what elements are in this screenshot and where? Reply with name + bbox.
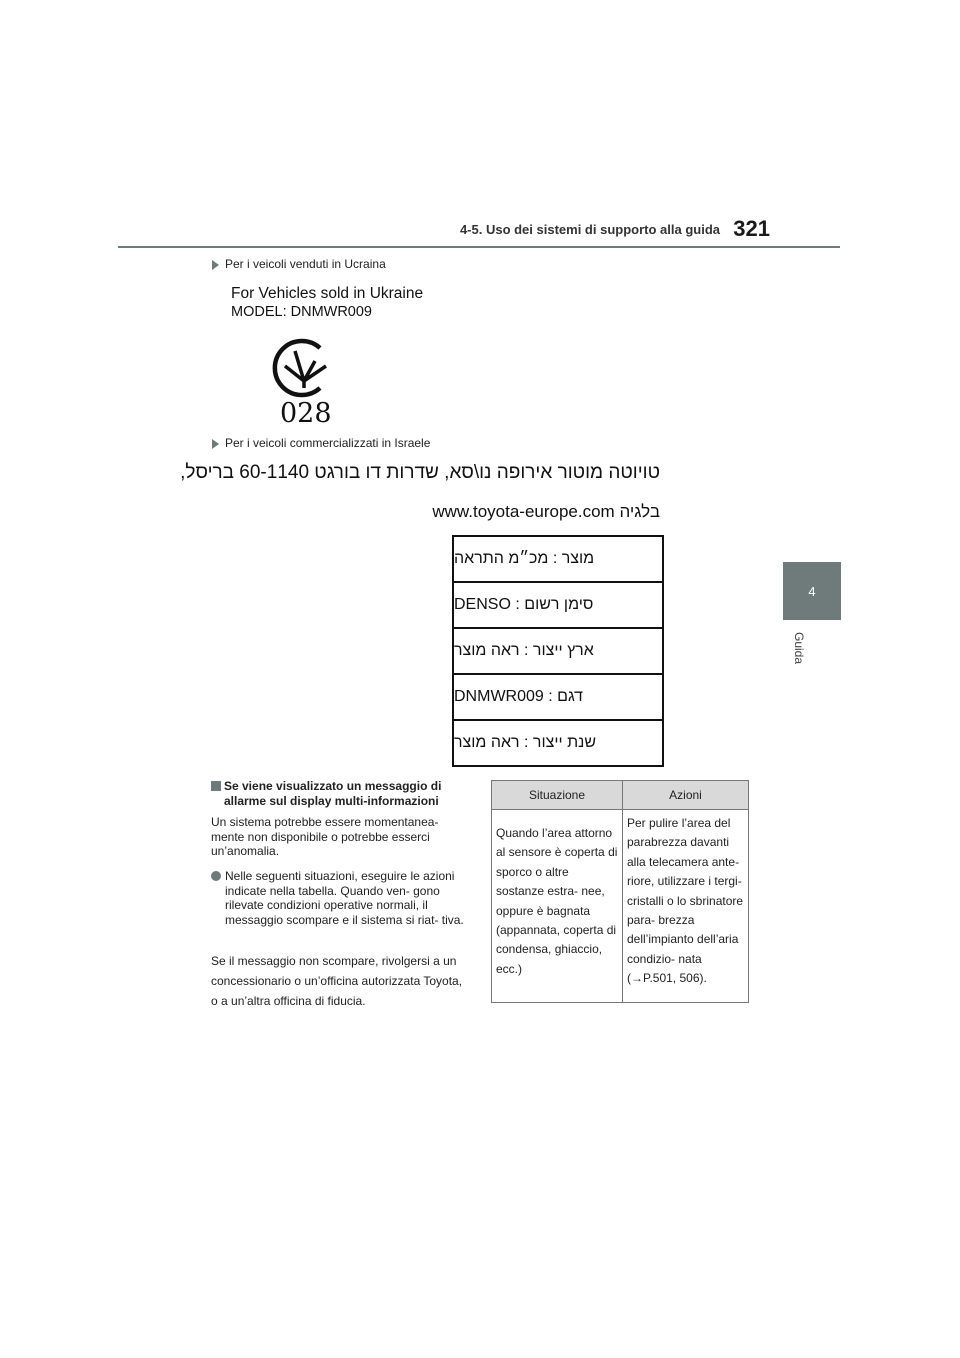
column-header-action: Azioni [623,781,749,810]
page-number: 321 [733,216,770,241]
chapter-tab[interactable] [783,562,841,620]
closing-paragraph: Se il messaggio non scompare, rivolgersi a un concessionario o un’officina autorizzata Toyota, o a un’altra officina di fiducia. [211,954,463,1008]
israel-label-row: שנת ייצור : ראה מוצר [454,734,597,751]
triangle-bullet-icon [212,260,219,270]
israel-label-row: ארץ ייצור : ראה מוצר [454,629,662,675]
action-cell: Per pulire l’area del parabrezza davanti alla telecamera ante- riore, utilizzare i tergi- cristalli o lo sbrinatore para- brezza dell’impianto dell’aria condizio- nata (→P.501, 506). [623,810,749,1003]
israel-label-row: מוצר : מכ״מ התראה [454,537,662,583]
israel-label-table [452,535,664,767]
ukraine-mark-number: 028 [280,398,332,429]
section-heading [211,779,461,809]
israel-label-row: דגם : DNMWR009 [454,675,662,721]
israel-caption [212,436,430,450]
ukraine-model: MODEL: DNMWR009 [231,304,372,320]
israel-website-line: בלגיה www.toyota-europe.com [432,502,660,521]
israel-address-line: טויוטה מוטור אירופה נו\סא, שדרות דו בורגט 60-1140 בריסל, [180,462,660,483]
ukraine-title: For Vehicles sold in Ukraine [231,285,424,302]
section-heading-text: Se viene visualizzato un messaggio di allarme sul display multi-informazioni [224,779,442,808]
intro-paragraph: Un sistema potrebbe essere momentanea- mente non disponibile o potrebbe esserci un’anomalia. [211,815,439,858]
ukraine-caption-text: Per i veicoli venduti in Ucraina [225,257,386,271]
situation-cell: Quando l’area attorno al sensore è coperta di sporco o altre sostanze estra- nee, oppure è bagnata (appannata, coperta di condensa, ghiaccio, ecc.) [492,810,623,1003]
square-bullet-icon [211,781,221,791]
israel-caption-text: Per i veicoli commercializzati in Israele [225,436,431,450]
triangle-bullet-icon [212,439,219,449]
circle-bullet-icon [211,871,221,881]
bullet-item-text: Nelle seguenti situazioni, eseguire le azioni indicate nella tabella. Quando ven- gono rilevate condizioni operative normali, il messaggio scompare e il sistema si riat- tiva. [225,869,464,927]
section-title: 4-5. Uso dei sistemi di supporto alla guida [459,222,720,237]
situation-action-table [491,780,749,1003]
bullet-item [211,869,467,927]
column-header-situation: Situazione [492,781,623,810]
page-header [118,210,840,248]
ukraine-label-text [231,284,423,322]
ukraine-caption [212,257,386,271]
israel-label-row: סימן רשום : DENSO [454,583,662,629]
chapter-number: 4 [808,583,816,599]
chapter-label: Guida [792,632,806,665]
